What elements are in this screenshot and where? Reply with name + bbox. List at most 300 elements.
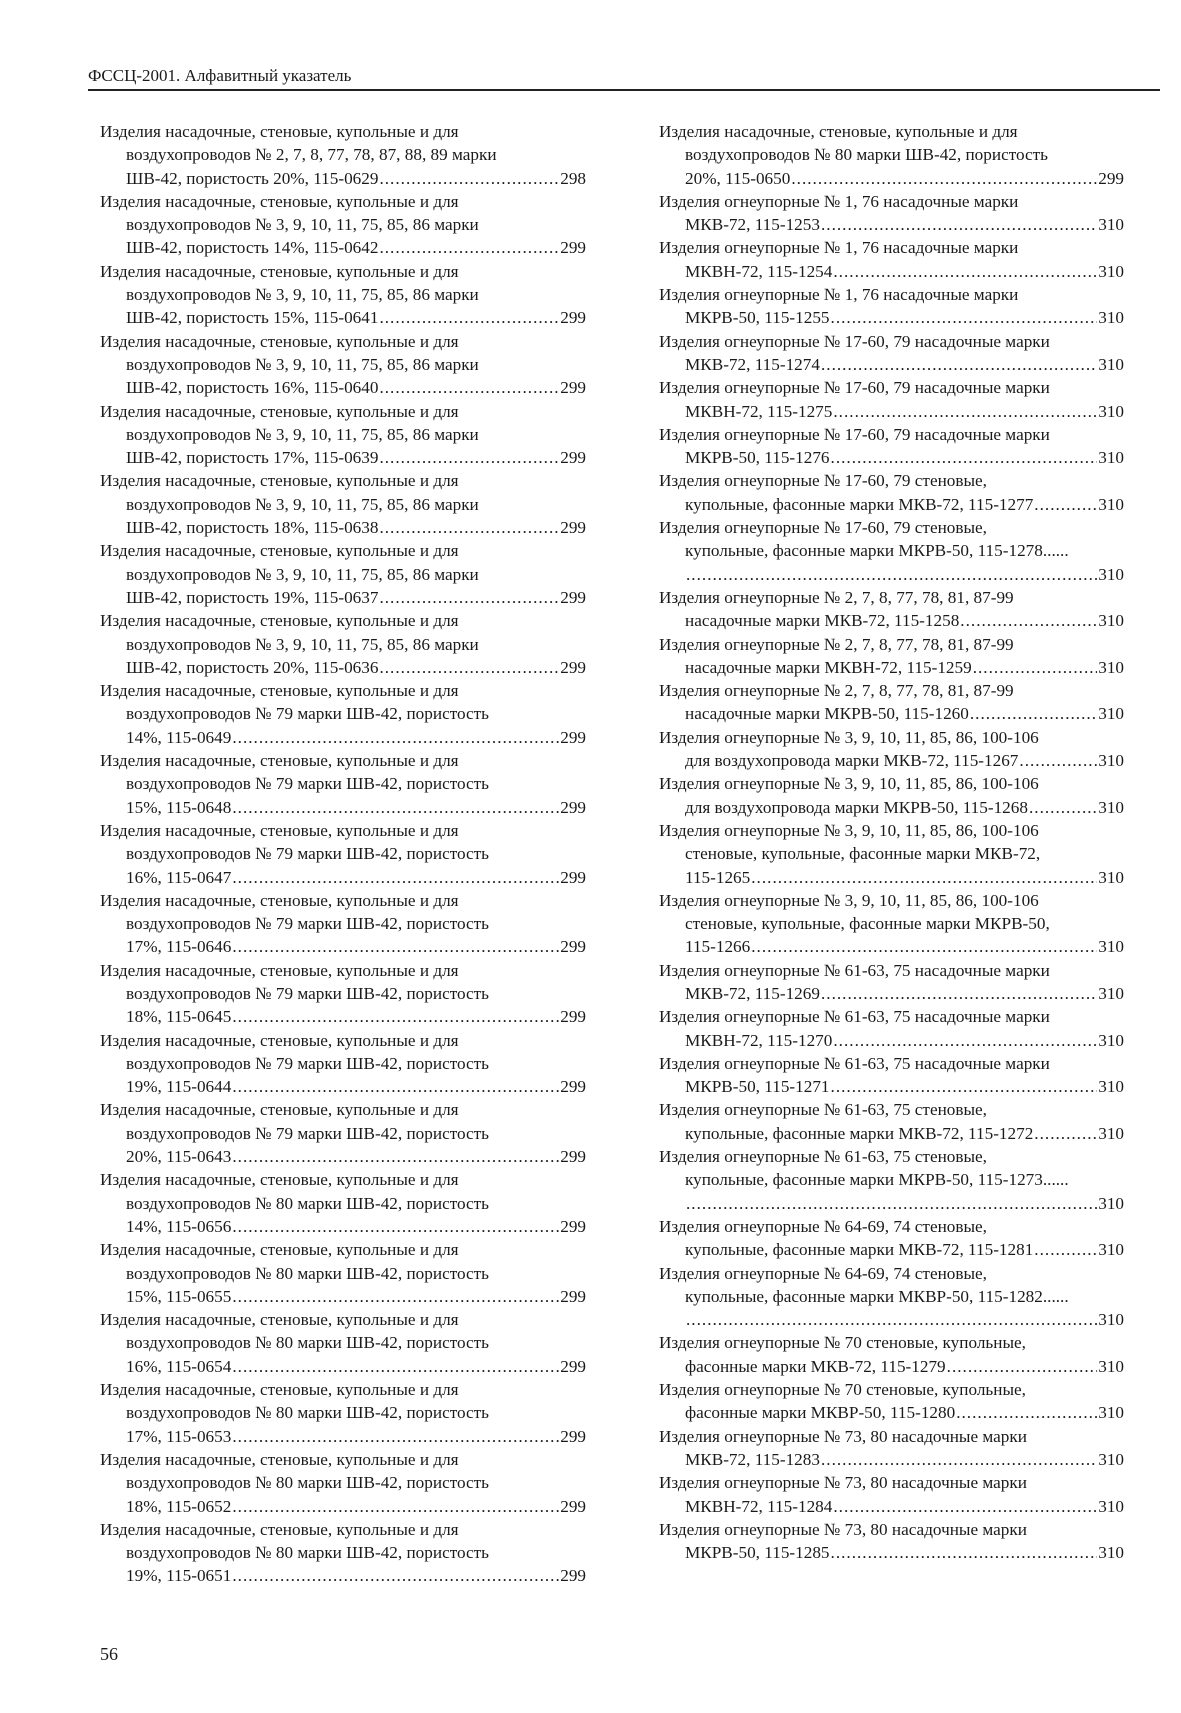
index-entry-last-line <box>100 1495 586 1518</box>
index-entry-page: 299 <box>560 308 586 328</box>
index-entry-line: Изделия насадочные, стеновые, купольные и для <box>659 122 1018 141</box>
index-entry-last-line <box>100 376 586 399</box>
index-entry-line: купольные, фасонные марки МКВР-50, 115-1282...... <box>685 1286 1069 1306</box>
index-entry-page: 310 <box>1098 1240 1124 1260</box>
index-entry-line: Изделия насадочные, стеновые, купольные и для <box>100 122 459 141</box>
dot-leader <box>232 1355 559 1378</box>
index-entry-last-line <box>659 1355 1124 1378</box>
dot-leader <box>821 1448 1097 1471</box>
index-entry-page: 298 <box>560 168 586 188</box>
index-entry-last-line <box>100 1355 586 1378</box>
index-entry-last-line <box>659 1192 1124 1215</box>
index-entry-text: МКВН-72, 115-1284 <box>685 1496 833 1516</box>
dot-leader <box>686 563 1097 586</box>
index-entry-text: ШВ-42, пористость 16%, 115-0640 <box>126 378 379 398</box>
index-entry-last-line <box>100 1425 586 1448</box>
index-entry <box>100 1168 586 1238</box>
index-entry <box>659 1098 1124 1145</box>
index-entry-line: Изделия огнеупорные № 61-63, 75 насадочные марки <box>659 1007 1050 1027</box>
dot-leader <box>1029 796 1097 819</box>
index-entry-line: Изделия огнеупорные № 17-60, 79 стеновые, <box>659 518 987 538</box>
dot-leader <box>831 1075 1098 1098</box>
index-entry-last-line <box>659 1075 1124 1098</box>
index-entry-line: купольные, фасонные марки МКРВ-50, 115-1278...... <box>685 541 1069 561</box>
index-entry-line: Изделия огнеупорные № 61-63, 75 стеновые, <box>659 1100 987 1120</box>
index-entry <box>659 1518 1124 1565</box>
index-entry-page: 310 <box>1098 611 1124 631</box>
index-entry-text: для воздухопровода марки МКВ-72, 115-1267 <box>685 751 1019 771</box>
index-entry-last-line <box>659 213 1124 236</box>
index-entry-last-line <box>100 586 586 609</box>
index-entry-page: 310 <box>1098 261 1124 281</box>
index-entry-text: 14%, 115-0656 <box>126 1216 232 1236</box>
index-entry-line: Изделия огнеупорные № 61-63, 75 стеновые, <box>659 1147 987 1167</box>
index-entry-last-line <box>659 1541 1124 1564</box>
index-entry-text: 15%, 115-0648 <box>126 797 232 817</box>
index-entry-page: 299 <box>560 657 586 677</box>
index-entry <box>659 633 1124 680</box>
index-entry-text: МКРВ-50, 115-1285 <box>685 1543 830 1563</box>
index-entry-line: Изделия насадочные, стеновые, купольные и для <box>100 1380 459 1400</box>
index-entry <box>659 889 1124 959</box>
index-entry-line: Изделия огнеупорные № 3, 9, 10, 11, 85, 86, 100-106 <box>659 727 1039 747</box>
index-entry-line: Изделия насадочные, стеновые, купольные и для <box>100 1310 459 1330</box>
index-entry-text: 18%, 115-0645 <box>126 1007 232 1027</box>
index-entry-page: 299 <box>560 797 586 817</box>
index-entry-line: воздухопроводов № 80 марки ШВ-42, пористость <box>126 1333 489 1353</box>
index-entry-line: Изделия насадочные, стеновые, купольные и для <box>100 681 459 701</box>
index-entry-line: воздухопроводов № 3, 9, 10, 11, 75, 85, 86 марки <box>126 424 479 444</box>
index-entry-page: 299 <box>560 1077 586 1097</box>
index-entry-page: 299 <box>560 448 586 468</box>
index-entry-last-line <box>659 1448 1124 1471</box>
index-entry-text: купольные, фасонные марки МКВ-72, 115-1277 <box>685 494 1034 514</box>
index-entry-page: 299 <box>560 1566 586 1586</box>
index-entry <box>100 400 586 470</box>
dot-leader <box>1034 1122 1097 1145</box>
index-entry-line: Изделия насадочные, стеновые, купольные и для <box>100 191 459 211</box>
index-entry-text: насадочные марки МКРВ-50, 115-1260 <box>685 704 969 724</box>
index-entry <box>100 679 586 749</box>
index-entry-text: ШВ-42, пористость 18%, 115-0638 <box>126 518 379 538</box>
index-entry-last-line <box>659 1308 1124 1331</box>
index-entry <box>100 819 586 889</box>
index-entry-line: Изделия огнеупорные № 1, 76 насадочные марки <box>659 238 1019 258</box>
index-entry-line: Изделия огнеупорные № 2, 7, 8, 77, 78, 81, 87-99 <box>659 587 1014 607</box>
index-entry-page: 299 <box>560 518 586 538</box>
index-entry-last-line <box>659 935 1124 958</box>
index-column-right <box>659 120 1124 1564</box>
index-entry-text: 115-1266 <box>685 937 751 957</box>
index-entry <box>659 1425 1124 1472</box>
index-entry-line: воздухопроводов № 79 марки ШВ-42, пористость <box>126 914 489 934</box>
index-entry-page: 299 <box>560 867 586 887</box>
index-entry-page: 310 <box>1098 401 1124 421</box>
index-entry-line: Изделия огнеупорные № 61-63, 75 насадочные марки <box>659 960 1050 980</box>
index-entry-line: воздухопроводов № 80 марки ШВ-42, пористость <box>126 1193 489 1213</box>
dot-leader <box>379 306 559 329</box>
index-entry <box>100 749 586 819</box>
index-entry-page: 310 <box>1098 1496 1124 1516</box>
index-entry <box>659 959 1124 1006</box>
index-entry-page: 299 <box>1098 168 1124 188</box>
index-entry-line: Изделия насадочные, стеновые, купольные и для <box>100 471 459 491</box>
index-entry-page: 310 <box>1098 1077 1124 1097</box>
index-entry-line: Изделия насадочные, стеновые, купольные и для <box>100 401 459 421</box>
index-entry-page: 310 <box>1098 215 1124 235</box>
index-entry-page: 310 <box>1098 308 1124 328</box>
index-entry-page: 310 <box>1098 797 1124 817</box>
index-entry-text: 17%, 115-0646 <box>126 937 232 957</box>
dot-leader <box>1034 493 1097 516</box>
index-entry-line: воздухопроводов № 79 марки ШВ-42, пористость <box>126 844 489 864</box>
index-entry-text: 115-1265 <box>685 867 751 887</box>
dot-leader <box>821 982 1097 1005</box>
index-entry-page: 310 <box>1098 1123 1124 1143</box>
dot-leader <box>379 236 559 259</box>
index-entry-last-line <box>659 1401 1124 1424</box>
dot-leader <box>833 400 1097 423</box>
index-entry-page: 299 <box>560 238 586 258</box>
index-entry <box>659 1378 1124 1425</box>
index-entry-text: 18%, 115-0652 <box>126 1496 232 1516</box>
index-entry-last-line <box>100 446 586 469</box>
index-entry-line: Изделия насадочные, стеновые, купольные и для <box>100 331 459 351</box>
index-entry-page: 310 <box>1098 937 1124 957</box>
index-entry-last-line <box>100 656 586 679</box>
index-entry-page: 299 <box>560 727 586 747</box>
dot-leader <box>956 1401 1097 1424</box>
index-entry-last-line <box>659 353 1124 376</box>
index-entry-page: 310 <box>1098 704 1124 724</box>
index-entry-text: для воздухопровода марки МКРВ-50, 115-1268 <box>685 797 1028 817</box>
index-entry <box>100 609 586 679</box>
index-entry-text: МКВН-72, 115-1270 <box>685 1030 833 1050</box>
index-entry-line: Изделия огнеупорные № 3, 9, 10, 11, 85, 86, 100-106 <box>659 820 1039 840</box>
index-entry-last-line <box>659 260 1124 283</box>
dot-leader <box>379 586 559 609</box>
index-entry-text: 14%, 115-0649 <box>126 727 232 747</box>
dot-leader <box>686 1308 1097 1331</box>
dot-leader <box>970 702 1097 725</box>
index-entry-last-line <box>659 1238 1124 1261</box>
index-entry-last-line <box>659 167 1124 190</box>
index-entry-text: МКВН-72, 115-1254 <box>685 261 833 281</box>
dot-leader <box>791 167 1097 190</box>
index-entry-text: 20%, 115-0650 <box>685 168 791 188</box>
index-entry-page: 299 <box>560 587 586 607</box>
index-entry-last-line <box>100 866 586 889</box>
index-entry-page: 299 <box>560 1216 586 1236</box>
index-entry <box>659 1052 1124 1099</box>
index-entry-text: МКВН-72, 115-1275 <box>685 401 833 421</box>
index-entry-last-line <box>100 1215 586 1238</box>
dot-leader <box>232 1005 559 1028</box>
index-entry-line: Изделия огнеупорные № 17-60, 79 насадочные марки <box>659 424 1050 444</box>
index-entry <box>659 516 1124 586</box>
dot-leader <box>232 1425 559 1448</box>
index-entry-line: воздухопроводов № 3, 9, 10, 11, 75, 85, 86 марки <box>126 354 479 374</box>
dot-leader <box>831 446 1098 469</box>
index-entry-line: Изделия огнеупорные № 61-63, 75 насадочные марки <box>659 1053 1050 1073</box>
index-entry <box>100 889 586 959</box>
index-entry-last-line <box>659 1495 1124 1518</box>
index-entry-line: воздухопроводов № 79 марки ШВ-42, пористость <box>126 774 489 794</box>
index-entry <box>100 539 586 609</box>
index-entry-last-line <box>659 796 1124 819</box>
index-entry-text: 19%, 115-0644 <box>126 1077 232 1097</box>
dot-leader <box>1034 1238 1097 1261</box>
index-entry-text: ШВ-42, пористость 15%, 115-0641 <box>126 308 379 328</box>
index-entry-last-line <box>659 1029 1124 1052</box>
index-entry-page: 310 <box>1098 1543 1124 1563</box>
index-entry-last-line <box>659 609 1124 632</box>
index-entry-last-line <box>659 1122 1124 1145</box>
dot-leader <box>232 1285 559 1308</box>
index-entry-last-line <box>100 236 586 259</box>
dot-leader <box>379 446 559 469</box>
index-entry <box>100 1098 586 1168</box>
index-entry-text: 20%, 115-0643 <box>126 1147 232 1167</box>
index-entry <box>659 423 1124 470</box>
index-entry-line: воздухопроводов № 80 марки ШВ-42, пористость <box>126 1473 489 1493</box>
index-entry-text: ШВ-42, пористость 17%, 115-0639 <box>126 448 379 468</box>
index-entry-line: воздухопроводов № 79 марки ШВ-42, пористость <box>126 1053 489 1073</box>
index-entry-text: ШВ-42, пористость 20%, 115-0636 <box>126 657 379 677</box>
index-entry-page: 299 <box>560 1426 586 1446</box>
index-entry-line: воздухопроводов № 80 марки ШВ-42, пористость <box>685 145 1048 165</box>
index-entry <box>659 1005 1124 1052</box>
index-entry <box>659 376 1124 423</box>
index-entry-line: Изделия огнеупорные № 70 стеновые, купольные, <box>659 1333 1026 1353</box>
index-entry-text: ШВ-42, пористость 14%, 115-0642 <box>126 238 379 258</box>
index-entry-line: Изделия огнеупорные № 17-60, 79 насадочные марки <box>659 378 1050 398</box>
dot-leader <box>379 516 559 539</box>
index-entry <box>659 1215 1124 1262</box>
index-entry-line: Изделия огнеупорные № 64-69, 74 стеновые, <box>659 1263 987 1283</box>
index-entry-line: Изделия огнеупорные № 1, 76 насадочные марки <box>659 191 1019 211</box>
index-entry <box>100 1029 586 1099</box>
dot-leader <box>751 866 1097 889</box>
dot-leader <box>751 935 1097 958</box>
index-entry-line: стеновые, купольные, фасонные марки МКРВ-50, <box>685 914 1050 934</box>
index-entry <box>100 959 586 1029</box>
index-entry-last-line <box>100 516 586 539</box>
index-entry-line: воздухопроводов № 3, 9, 10, 11, 75, 85, 86 марки <box>126 215 479 235</box>
dot-leader <box>960 609 1097 632</box>
index-entry-line: Изделия насадочные, стеновые, купольные и для <box>100 751 459 771</box>
index-entry <box>100 1448 586 1518</box>
index-entry <box>659 120 1124 190</box>
index-entry <box>659 586 1124 633</box>
index-entry <box>100 1518 586 1588</box>
index-entry-last-line <box>100 306 586 329</box>
index-entry <box>659 679 1124 726</box>
index-entry-page: 310 <box>1098 1310 1124 1330</box>
dot-leader <box>947 1355 1098 1378</box>
index-entry-line: Изделия насадочные, стеновые, купольные и для <box>100 1030 459 1050</box>
page-number: 56 <box>100 1644 118 1664</box>
index-entry-page: 299 <box>560 1496 586 1516</box>
index-entry-line: воздухопроводов № 3, 9, 10, 11, 75, 85, 86 марки <box>126 494 479 514</box>
index-entry-text: купольные, фасонные марки МКВ-72, 115-1281 <box>685 1240 1034 1260</box>
index-entry <box>659 1145 1124 1215</box>
dot-leader <box>1019 749 1097 772</box>
index-entry-text: МКВ-72, 115-1283 <box>685 1449 820 1469</box>
index-entry-line: Изделия насадочные, стеновые, купольные и для <box>100 1240 459 1260</box>
index-entry-last-line <box>659 400 1124 423</box>
index-entry-line: Изделия насадочные, стеновые, купольные и для <box>100 890 459 910</box>
index-entry-page: 299 <box>560 1147 586 1167</box>
index-entry <box>659 819 1124 889</box>
index-entry-line: воздухопроводов № 3, 9, 10, 11, 75, 85, 86 марки <box>126 285 479 305</box>
index-entry-line: Изделия насадочные, стеновые, купольные и для <box>100 1519 459 1539</box>
dot-leader <box>232 1145 559 1168</box>
dot-leader <box>379 656 559 679</box>
index-entry <box>100 1308 586 1378</box>
index-entry-page: 299 <box>560 937 586 957</box>
index-entry-line: купольные, фасонные марки МКРВ-50, 115-1273...... <box>685 1170 1069 1190</box>
index-entry-text: МКВ-72, 115-1269 <box>685 983 820 1003</box>
index-entry-page: 310 <box>1098 657 1124 677</box>
index-entry <box>100 260 586 330</box>
dot-leader <box>821 213 1097 236</box>
index-entry <box>659 330 1124 377</box>
index-entry-text: МКРВ-50, 115-1271 <box>685 1077 830 1097</box>
dot-leader <box>232 796 559 819</box>
index-entry-page: 310 <box>1098 494 1124 514</box>
index-entry-last-line <box>659 563 1124 586</box>
index-entry-last-line <box>659 702 1124 725</box>
dot-leader <box>833 1029 1097 1052</box>
index-entry-line: Изделия насадочные, стеновые, купольные и для <box>100 1100 459 1120</box>
index-entry-line: Изделия огнеупорные № 17-60, 79 стеновые, <box>659 471 987 491</box>
index-entry-last-line <box>659 306 1124 329</box>
index-entry-last-line <box>659 446 1124 469</box>
dot-leader <box>232 1495 559 1518</box>
index-entry <box>100 190 586 260</box>
index-entry-line: Изделия огнеупорные № 73, 80 насадочные марки <box>659 1519 1027 1539</box>
index-entry <box>659 469 1124 516</box>
index-entry-line: Изделия огнеупорные № 2, 7, 8, 77, 78, 81, 87-99 <box>659 634 1014 654</box>
index-entry-text: 17%, 115-0653 <box>126 1426 232 1446</box>
dot-leader <box>379 167 559 190</box>
index-entry <box>659 1331 1124 1378</box>
index-entry <box>100 469 586 539</box>
dot-leader <box>831 306 1098 329</box>
index-entry-page: 310 <box>1098 448 1124 468</box>
index-entry-last-line <box>100 1005 586 1028</box>
index-entry-line: воздухопроводов № 3, 9, 10, 11, 75, 85, 86 марки <box>126 564 479 584</box>
dot-leader <box>686 1192 1097 1215</box>
index-entry <box>659 1471 1124 1518</box>
index-entry-last-line <box>100 167 586 190</box>
index-entry-line: воздухопроводов № 80 марки ШВ-42, пористость <box>126 1263 489 1283</box>
index-entry-text: 15%, 115-0655 <box>126 1286 232 1306</box>
index-entry-line: воздухопроводов № 79 марки ШВ-42, пористость <box>126 1123 489 1143</box>
index-entry-page: 299 <box>560 1007 586 1027</box>
dot-leader <box>821 353 1097 376</box>
dot-leader <box>831 1541 1098 1564</box>
index-entry-line: воздухопроводов № 3, 9, 10, 11, 75, 85, 86 марки <box>126 634 479 654</box>
index-entry-line: Изделия насадочные, стеновые, купольные и для <box>100 611 459 631</box>
index-entry-last-line <box>100 726 586 749</box>
index-entry-line: воздухопроводов № 2, 7, 8, 77, 78, 87, 88, 89 марки <box>126 145 497 165</box>
index-entry-line: Изделия огнеупорные № 3, 9, 10, 11, 85, 86, 100-106 <box>659 890 1039 910</box>
index-entry-page: 299 <box>560 1356 586 1376</box>
index-entry-last-line <box>100 935 586 958</box>
index-entry-text: купольные, фасонные марки МКВ-72, 115-1272 <box>685 1123 1034 1143</box>
index-entry-line: Изделия огнеупорные № 17-60, 79 насадочные марки <box>659 331 1050 351</box>
index-entry <box>659 283 1124 330</box>
index-entry-text: ШВ-42, пористость 19%, 115-0637 <box>126 587 379 607</box>
index-entry <box>659 190 1124 237</box>
index-entry-line: стеновые, купольные, фасонные марки МКВ-72, <box>685 844 1041 864</box>
index-entry-last-line <box>659 493 1124 516</box>
index-entry-text: фасонные марки МКВР-50, 115-1280 <box>685 1403 956 1423</box>
index-entry-text: насадочные марки МКВ-72, 115-1258 <box>685 611 960 631</box>
index-entry-text: 19%, 115-0651 <box>126 1566 232 1586</box>
index-entry-page: 310 <box>1098 1403 1124 1423</box>
index-entry <box>659 236 1124 283</box>
index-entry-last-line <box>100 1145 586 1168</box>
index-entry-line: Изделия насадочные, стеновые, купольные и для <box>100 261 459 281</box>
index-entry-page: 310 <box>1098 983 1124 1003</box>
index-entry <box>659 1262 1124 1332</box>
index-entry-line: Изделия огнеупорные № 1, 76 насадочные марки <box>659 285 1019 305</box>
index-entry-text: МКВ-72, 115-1253 <box>685 215 820 235</box>
index-entry-text: фасонные марки МКВ-72, 115-1279 <box>685 1356 946 1376</box>
dot-leader <box>833 260 1097 283</box>
dot-leader <box>232 935 559 958</box>
running-header: ФССЦ-2001. Алфавитный указатель <box>88 66 1160 91</box>
index-entry-line: Изделия огнеупорные № 73, 80 насадочные марки <box>659 1426 1027 1446</box>
index-entry-page: 299 <box>560 1286 586 1306</box>
index-entry-last-line <box>659 866 1124 889</box>
dot-leader <box>232 1075 559 1098</box>
index-entry <box>659 726 1124 773</box>
index-entry-line: Изделия насадочные, стеновые, купольные и для <box>100 820 459 840</box>
index-entry-last-line <box>100 1075 586 1098</box>
index-entry-line: воздухопроводов № 80 марки ШВ-42, пористость <box>126 1403 489 1423</box>
index-entry-last-line <box>100 1564 586 1587</box>
index-entry-line: Изделия огнеупорные № 64-69, 74 стеновые, <box>659 1216 987 1236</box>
index-column-left <box>100 120 586 1588</box>
index-entry-text: МКВ-72, 115-1274 <box>685 354 820 374</box>
index-entry-line: Изделия насадочные, стеновые, купольные и для <box>100 1170 459 1190</box>
index-entry-last-line <box>659 656 1124 679</box>
index-entry-text: МКРВ-50, 115-1255 <box>685 308 830 328</box>
index-entry-text: 16%, 115-0647 <box>126 867 232 887</box>
index-entry-page: 310 <box>1098 1193 1124 1213</box>
index-entry-page: 310 <box>1098 1356 1124 1376</box>
index-entry-text: МКРВ-50, 115-1276 <box>685 448 830 468</box>
index-entry <box>100 330 586 400</box>
index-entry-last-line <box>659 982 1124 1005</box>
dot-leader <box>833 1495 1097 1518</box>
index-entry-text: насадочные марки МКВН-72, 115-1259 <box>685 657 972 677</box>
index-entry-last-line <box>100 1285 586 1308</box>
index-entry-text: 16%, 115-0654 <box>126 1356 232 1376</box>
index-entry-line: Изделия насадочные, стеновые, купольные и для <box>100 960 459 980</box>
dot-leader <box>232 726 559 749</box>
index-entry-page: 310 <box>1098 1449 1124 1469</box>
dot-leader <box>973 656 1098 679</box>
index-entry-page: 310 <box>1098 751 1124 771</box>
index-entry-page: 310 <box>1098 867 1124 887</box>
index-entry <box>100 1378 586 1448</box>
index-entry-line: Изделия насадочные, стеновые, купольные и для <box>100 541 459 561</box>
